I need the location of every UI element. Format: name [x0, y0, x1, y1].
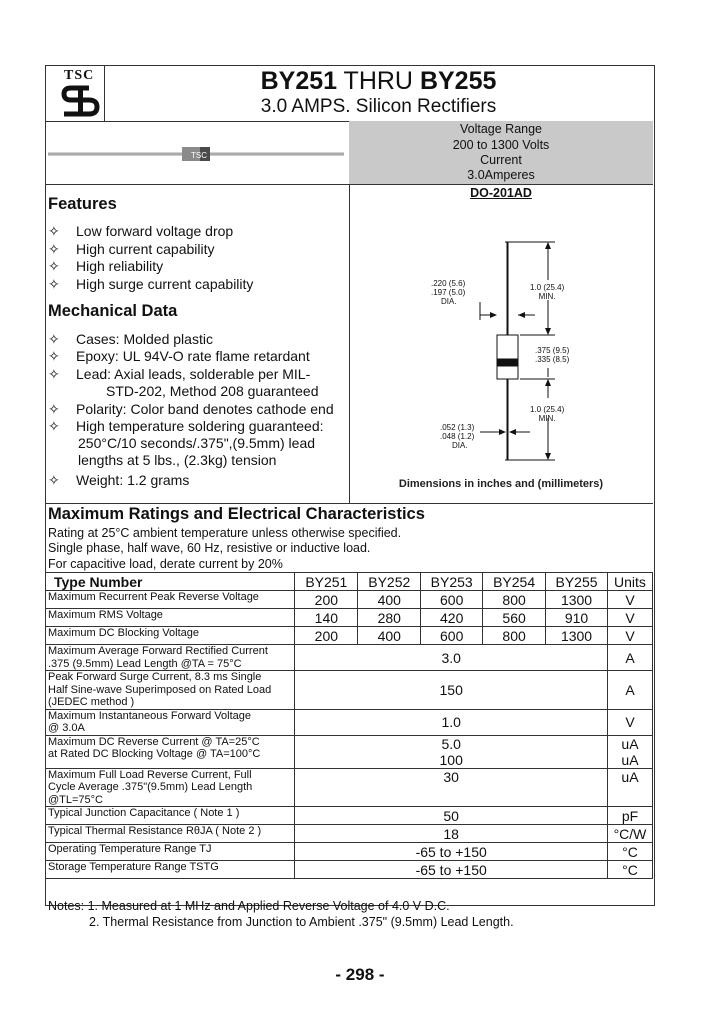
table-row: Maximum DC Reverse Current @ TA=25°C at Rated DC Blocking Voltage @ TA=100°C 5.0 100 uA uA	[46, 735, 653, 768]
page-subtitle: 3.0 AMPS. Silicon Rectifiers	[260, 96, 497, 117]
list-item: ✧ Weight: 1.2 grams	[48, 472, 190, 488]
list-item: ✧ High surge current capability	[48, 276, 254, 292]
table-header-row	[46, 573, 653, 591]
current-value: 3.0Amperes	[467, 168, 535, 182]
table-row: Maximum Instantaneous Forward Voltage @ 3.0A 1.0 V	[46, 709, 653, 735]
tsc-logo-icon	[61, 84, 101, 118]
table-row: Maximum Recurrent Peak Reverse Voltage 200 400 600 800 1300 V	[46, 591, 653, 609]
list-item: ✧ High temperature soldering guaranteed:	[48, 418, 324, 434]
mechanical-heading: Mechanical Data	[48, 302, 178, 320]
ratings-table	[45, 572, 653, 879]
column-header: BY253	[421, 573, 483, 591]
list-item-continued: lengths at 5 lbs., (2.3kg) tension	[78, 452, 277, 468]
dim-body-dia: .220 (5.6) .197 (5.0) DIA.	[431, 279, 466, 306]
note-1: Notes: 1. Measured at 1 MHz and Applied Reverse Voltage of 4.0 V D.C.	[48, 899, 450, 913]
column-header: BY255	[546, 573, 608, 591]
table-row: Maximum Full Load Reverse Current, Full Cycle Average .375"(9.5mm) Lead Length @TL=75°C 30 uA	[46, 768, 653, 807]
list-item: ✧ High reliability	[48, 258, 164, 274]
table-row: Maximum RMS Voltage 140 280 420 560 910 V	[46, 609, 653, 627]
list-item: ✧ Polarity: Color band denotes cathode end	[48, 401, 334, 417]
note-2: 2. Thermal Resistance from Junction to Ambient .375" (9.5mm) Lead Length.	[89, 915, 514, 929]
list-item: ✧ Cases: Molded plastic	[48, 331, 213, 347]
table-row: Typical Thermal Resistance RθJA ( Note 2 ) 18 °C/W	[46, 825, 653, 843]
divider	[45, 503, 653, 504]
table-row: Storage Temperature Range TSTG -65 to +150 °C	[46, 861, 653, 879]
column-header: Type Number	[46, 573, 295, 591]
list-item-continued: 250°C/10 seconds/.375",(9.5mm) lead	[78, 435, 316, 451]
list-item: ✧ Low forward voltage drop	[48, 223, 234, 239]
list-item: ✧ High current capability	[48, 241, 215, 257]
diode-image	[48, 144, 344, 164]
voltage-range-value: 200 to 1300 Volts	[452, 138, 550, 152]
dim-lead-dia: .052 (1.3) .048 (1.2) DIA.	[440, 423, 475, 450]
list-item-continued: STD-202, Method 208 guaranteed	[106, 383, 319, 399]
voltage-range-label: Voltage Range	[459, 122, 542, 136]
ratings-note: Rating at 25°C ambient temperature unless otherwise specified.	[48, 526, 402, 540]
page-number: - 298 -	[335, 965, 385, 984]
package-name: DO-201AD	[470, 186, 532, 200]
list-item: ✧ Epoxy: UL 94V-O rate flame retardant	[48, 348, 310, 364]
page-title: BY251 THRU BY255	[260, 67, 497, 95]
column-header: BY251	[295, 573, 358, 591]
features-heading: Features	[48, 195, 117, 213]
dim-lead-top: 1.0 (25.4) MIN.	[530, 283, 565, 301]
svg-text:TSC: TSC	[191, 151, 207, 160]
table-row: Maximum Average Forward Rectified Current .375 (9.5mm) Lead Length @TA = 75°C 3.0 A	[46, 645, 653, 671]
table-row: Peak Forward Surge Current, 8.3 ms Single Half Sine-wave Superimposed on Rated Load (JEDEC method ) 150 A	[46, 671, 653, 710]
dimension-caption: Dimensions in inches and (millimeters)	[398, 478, 604, 490]
ratings-note: For capacitive load, derate current by 20%	[48, 557, 283, 571]
list-item: ✧ Lead: Axial leads, solderable per MIL-	[48, 366, 311, 382]
table-row: Operating Temperature Range TJ -65 to +150 °C	[46, 843, 653, 861]
column-header: BY254	[483, 573, 546, 591]
table-row: Typical Junction Capacitance ( Note 1 ) 50 pF	[46, 807, 653, 825]
column-header: BY252	[358, 573, 421, 591]
dim-lead-bottom: 1.0 (25.4) MIN.	[530, 405, 565, 423]
ratings-note: Single phase, half wave, 60 Hz, resistive or inductive load.	[48, 541, 371, 555]
logo-text: TSC	[64, 68, 95, 83]
dim-body-length: .375 (9.5) .335 (8.5)	[535, 346, 570, 364]
column-header: Units	[607, 573, 652, 591]
current-label: Current	[480, 153, 522, 167]
ratings-heading: Maximum Ratings and Electrical Characteristics	[48, 505, 425, 523]
table-row: Maximum DC Blocking Voltage 200 400 600 800 1300 V	[46, 627, 653, 645]
